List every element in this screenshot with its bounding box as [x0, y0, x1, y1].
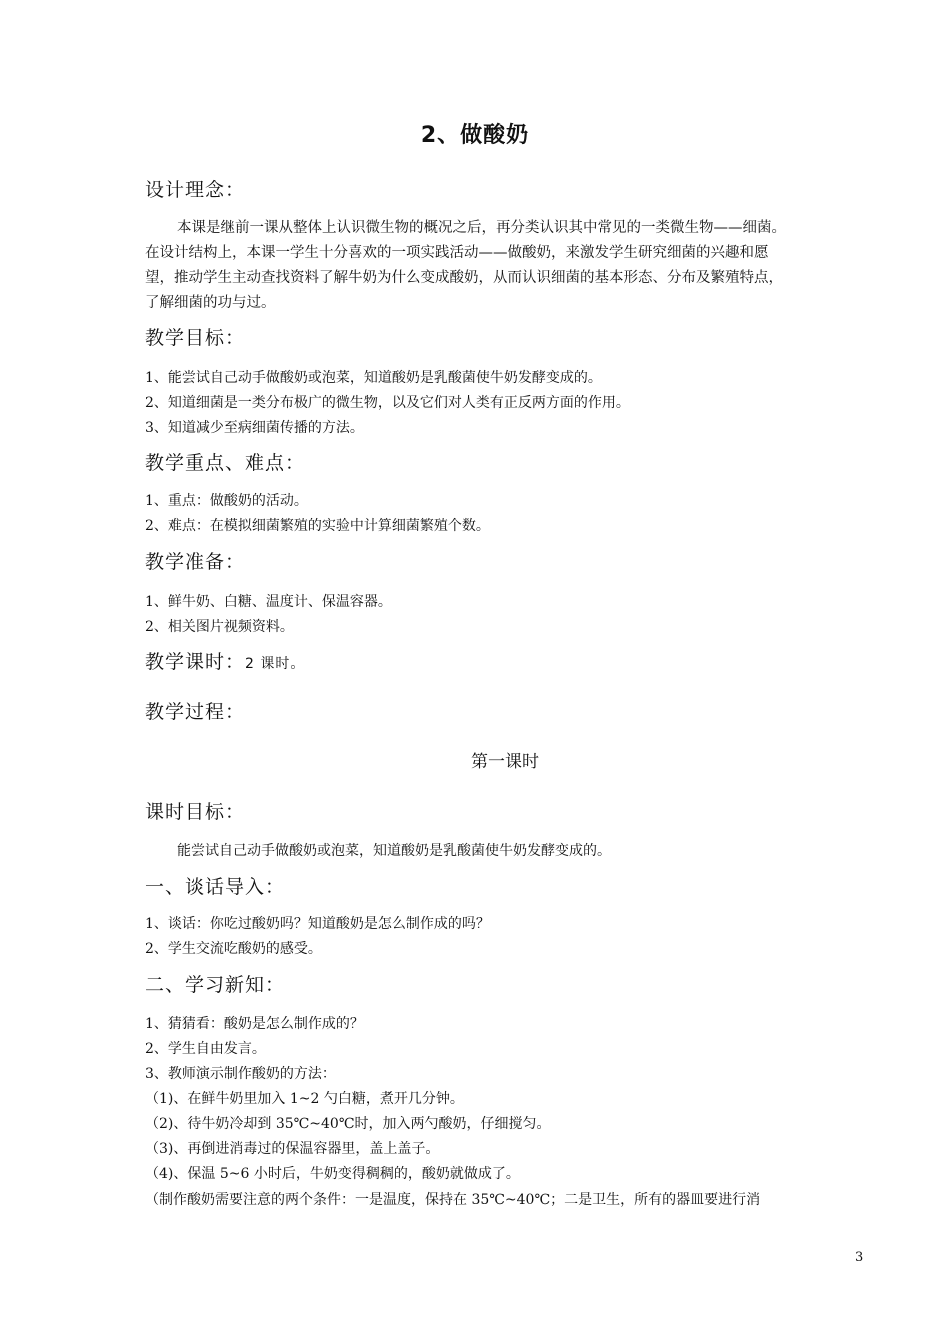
- list-item: （3)、再倒进消毒过的保温容器里，盖上盖子。: [145, 1141, 440, 1157]
- list-item: 2、学生交流吃酸奶的感受。: [145, 941, 322, 957]
- lesson-title: 第一课时: [471, 752, 539, 772]
- list-item: 2、相关图片视频资料。: [145, 619, 294, 635]
- preparation-heading: 教学准备：: [145, 551, 246, 573]
- page-number: 3: [855, 1250, 864, 1265]
- list-item: 1、猜猜看：酸奶是怎么制作成的？: [145, 1016, 364, 1032]
- part1-heading: 一、谈话导入：: [145, 876, 286, 898]
- list-item: （1)、在鲜牛奶里加入 1~2 勺白糖，煮开几分钟。: [145, 1091, 464, 1107]
- list-item: 3、知道减少至病细菌传播的方法。: [145, 420, 364, 436]
- key-points-heading: 教学重点、难点：: [145, 452, 306, 474]
- part2-heading: 二、学习新知：: [145, 974, 286, 996]
- list-item: （制作酸奶需要注意的两个条件：一是温度，保持在 35℃~40℃；二是卫生，所有的器皿要进行消: [145, 1192, 761, 1208]
- paragraph-line: 本课是继前一课从整体上认识微生物的概况之后，再分类认识其中常见的一类微生物——细菌。: [177, 220, 786, 236]
- paragraph-line: 望，推动学生主动查找资料了解牛奶为什么变成酸奶，从而认识细菌的基本形态、分布及繁殖特点，: [145, 270, 783, 286]
- paragraph-line: 在设计结构上，本课一学生十分喜欢的一项实践活动——做酸奶，来激发学生研究细菌的兴趣和愿: [145, 245, 769, 261]
- list-item: （2)、待牛奶冷却到 35℃~40℃时，加入两勺酸奶，仔细搅匀。: [145, 1116, 551, 1132]
- paragraph-line: 了解细菌的功与过。: [145, 295, 276, 311]
- hours-heading: [145, 647, 305, 674]
- list-item: 1、能尝试自己动手做酸奶或泡菜，知道酸奶是乳酸菌使牛奶发酵变成的。: [145, 370, 602, 386]
- list-item: 1、重点：做酸奶的活动。: [145, 493, 308, 509]
- page-title: 2、做酸奶: [420, 123, 530, 148]
- goals-heading: 教学目标：: [145, 327, 246, 349]
- lesson-goal-text: 能尝试自己动手做酸奶或泡菜，知道酸奶是乳酸菌使牛奶发酵变成的。: [177, 843, 611, 859]
- list-item: 3、教师演示制作酸奶的方法：: [145, 1066, 336, 1082]
- list-item: 2、知道细菌是一类分布极广的微生物，以及它们对人类有正反两方面的作用。: [145, 395, 630, 411]
- list-item: （4)、保温 5~6 小时后，牛奶变得稠稠的，酸奶就做成了。: [145, 1166, 520, 1182]
- list-item: 2、难点：在模拟细菌繁殖的实验中计算细菌繁殖个数。: [145, 518, 490, 534]
- hours-label: 教学课时：: [145, 651, 246, 673]
- design-concept-paragraph: [145, 216, 870, 316]
- hours-value: 2 课时。: [245, 656, 306, 672]
- list-item: 1、谈话：你吃过酸奶吗？知道酸奶是怎么制作成的吗？: [145, 916, 490, 932]
- lesson-goal-heading: 课时目标：: [145, 801, 246, 823]
- design-concept-heading: 设计理念：: [145, 179, 246, 201]
- list-item: 1、鲜牛奶、白糖、温度计、保温容器。: [145, 594, 392, 610]
- process-heading: 教学过程：: [145, 701, 246, 723]
- list-item: 2、学生自由发言。: [145, 1041, 266, 1057]
